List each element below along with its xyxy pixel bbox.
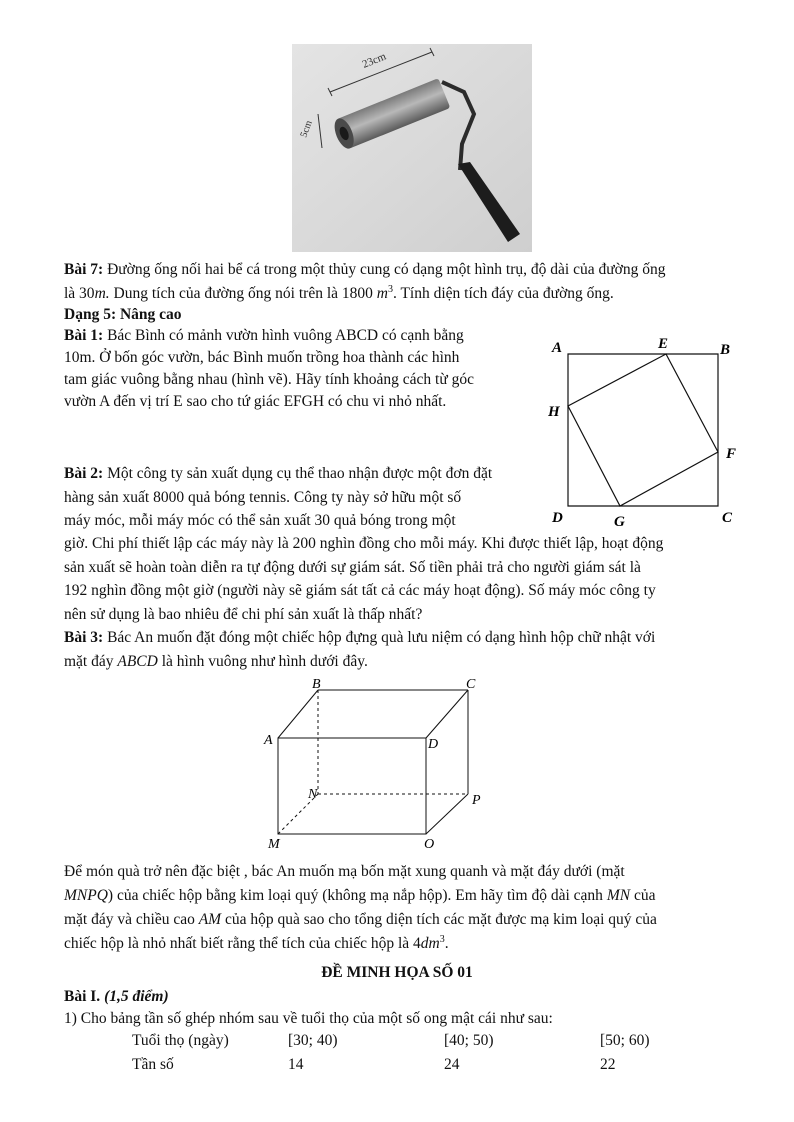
length-label: 23cm — [360, 50, 388, 71]
exam-title: ĐỀ MINH HỌA SỐ 01 — [321, 964, 473, 981]
bai2-line: Một công ty sản xuất dụng cụ thể thao nhận được một đơn đặt — [107, 465, 493, 482]
bai2-line: 192 nghìn đồng một giờ (người này sẽ giám sát tất cả các máy hoạt động). Số máy móc công ty — [64, 582, 656, 599]
box-label-b: B — [312, 677, 321, 692]
bai1-line: Bác Bình có mảnh vườn hình vuông ABCD có cạnh bằng — [107, 327, 464, 344]
square-abcd-figure — [548, 334, 748, 530]
bai3-text: chiếc hộp là nhỏ nhất biết rằng thể tích của chiếc hộp là — [64, 935, 414, 952]
bai2-paragraph-top — [64, 462, 536, 533]
bai7-unit: m. — [94, 284, 110, 302]
bai7-unit-m: m — [376, 284, 388, 302]
bai3-abcd: ABCD — [117, 652, 158, 670]
box-figure — [256, 676, 496, 848]
diameter-label: 5cm — [298, 119, 315, 140]
bai7-text-a: là 30 — [64, 284, 95, 302]
interval-cell: [40; 50) — [444, 1032, 494, 1049]
bai7-text-line1: Đường ống nối hai bể cá trong một thủy cung có dạng một hình trụ, độ dài của đường ống — [107, 261, 666, 278]
bai1-label: Bài 1: — [64, 327, 104, 344]
interval-cell: [50; 60) — [600, 1032, 650, 1049]
point-f-label: F — [726, 446, 737, 462]
bai-I-label: Bài I. — [64, 988, 101, 1005]
point-a-label: A — [552, 340, 563, 356]
dang5-heading: Dạng 5: Nâng cao — [64, 306, 182, 323]
bai3-mn: MN — [606, 887, 631, 904]
bai3-text: là hình vuông như hình dưới đây. — [157, 652, 368, 670]
bai2-line: máy móc, mỗi máy móc có thể sản xuất 30 quả bóng trong một — [64, 512, 456, 529]
bai-I-points: (1,5 điểm) — [104, 988, 169, 1005]
bai3-line: Để món quà trở nên đặc biệt , bác An muốn mạ bốn mặt xung quanh và mặt đáy dưới (mặt — [64, 863, 625, 880]
box-label-n: N — [308, 787, 318, 802]
box-label-c: C — [466, 677, 476, 692]
bai3-paragraph-top — [64, 626, 744, 673]
bai2-line: nên sử dụng là bao nhiêu để chi phí sản xuất là thấp nhất? — [64, 605, 423, 623]
bai-I-heading — [64, 986, 169, 1008]
bai3-text: của hộp quà sao cho tổng diện tích các mặt được mạ kim loại quý của — [221, 911, 657, 928]
frequency-table — [132, 1030, 732, 1078]
box-label-a: A — [264, 733, 273, 748]
bai1-paragraph — [64, 325, 534, 413]
square-abcd — [568, 354, 718, 506]
bai1-line: 10m. Ở bốn góc vườn, bác Bình muốn trồng hoa thành các hình — [64, 349, 460, 366]
bai3-text: mặt đáy và chiều cao — [64, 911, 199, 928]
bai2-paragraph-bottom — [64, 532, 744, 626]
bai7-text-f: . Tính diện tích đáy của đường ống. — [392, 284, 614, 302]
row-header-frequency: Tần số — [132, 1056, 174, 1073]
front-face — [278, 738, 426, 834]
bai3-text: mặt đáy — [64, 652, 118, 670]
point-e-label: E — [658, 336, 669, 352]
bai3-volume-unit: dm — [420, 935, 440, 952]
bai-I-question1: 1) Cho bảng tần số ghép nhóm sau về tuổi thọ của một số ong mật cái như sau: — [64, 1010, 553, 1027]
bai2-line: hàng sản xuất 8000 quả bóng tennis. Công ty này sở hữu một số — [64, 488, 462, 506]
box-label-d: D — [428, 737, 439, 752]
point-c-label: C — [722, 510, 733, 526]
paint-roller-illustration — [292, 44, 532, 252]
bai7-label: Bài 7: — [64, 261, 104, 278]
bai3-mnpq: MNPQ — [64, 887, 108, 904]
bai7-exp: 3 — [387, 283, 393, 295]
bai3-label: Bài 3: — [64, 629, 104, 646]
frequency-cell: 24 — [444, 1056, 460, 1073]
bai2-line: sản xuất sẽ hoàn toàn diễn ra tự động dưới sự giám sát. Số tiền phải trả cho người giám sát là — [64, 558, 641, 576]
bai3-am: AM — [198, 911, 222, 928]
bai3-text: . — [444, 935, 449, 952]
bai3-line: Bác An muốn đặt đóng một chiếc hộp đựng quà lưu niệm có dạng hình hộp chữ nhật với — [107, 629, 656, 646]
row-header-lifespan: Tuổi thọ (ngày) — [132, 1032, 229, 1049]
bai3-paragraph-bottom — [64, 860, 744, 956]
bai3-text: ) của chiếc hộp bằng kim loại quý (không mạ nắp hộp). Em hãy tìm độ dài cạnh — [107, 887, 607, 904]
bai2-label: Bài 2: — [64, 465, 104, 482]
table-row — [132, 1054, 732, 1078]
table-row — [132, 1030, 732, 1054]
frequency-cell: 14 — [288, 1056, 304, 1073]
point-g-label: G — [614, 514, 625, 530]
bai3-volume-number: 4 — [413, 935, 421, 952]
bai3-text: của — [630, 887, 656, 904]
bai7-paragraph — [64, 258, 744, 305]
bai1-line: tam giác vuông bằng nhau (hình vẽ). Hãy tính khoảng cách từ góc — [64, 371, 474, 388]
bai7-text-c: Dung tích của đường ống nói trên là 1800 — [109, 284, 377, 302]
point-b-label: B — [720, 342, 731, 358]
box-label-q: Q — [424, 837, 435, 848]
bai2-line: giờ. Chi phí thiết lập các máy này là 200 nghìn đồng cho mỗi máy. Khi được thiết lập, hoạt động — [64, 535, 664, 552]
interval-cell: [30; 40) — [288, 1032, 338, 1049]
quadrilateral-efgh — [568, 354, 718, 506]
bai3-volume-exp: 3 — [439, 933, 445, 945]
box-label-m: M — [268, 837, 280, 848]
frequency-cell: 22 — [600, 1056, 616, 1073]
box-label-p: P — [472, 793, 481, 808]
point-h-label: H — [548, 404, 560, 420]
bai1-line: vườn A đến vị trí E sao cho tứ giác EFGH có chu vi nhỏ nhất. — [64, 393, 447, 410]
paint-roller-photo — [292, 44, 532, 252]
point-d-label: D — [552, 510, 563, 526]
